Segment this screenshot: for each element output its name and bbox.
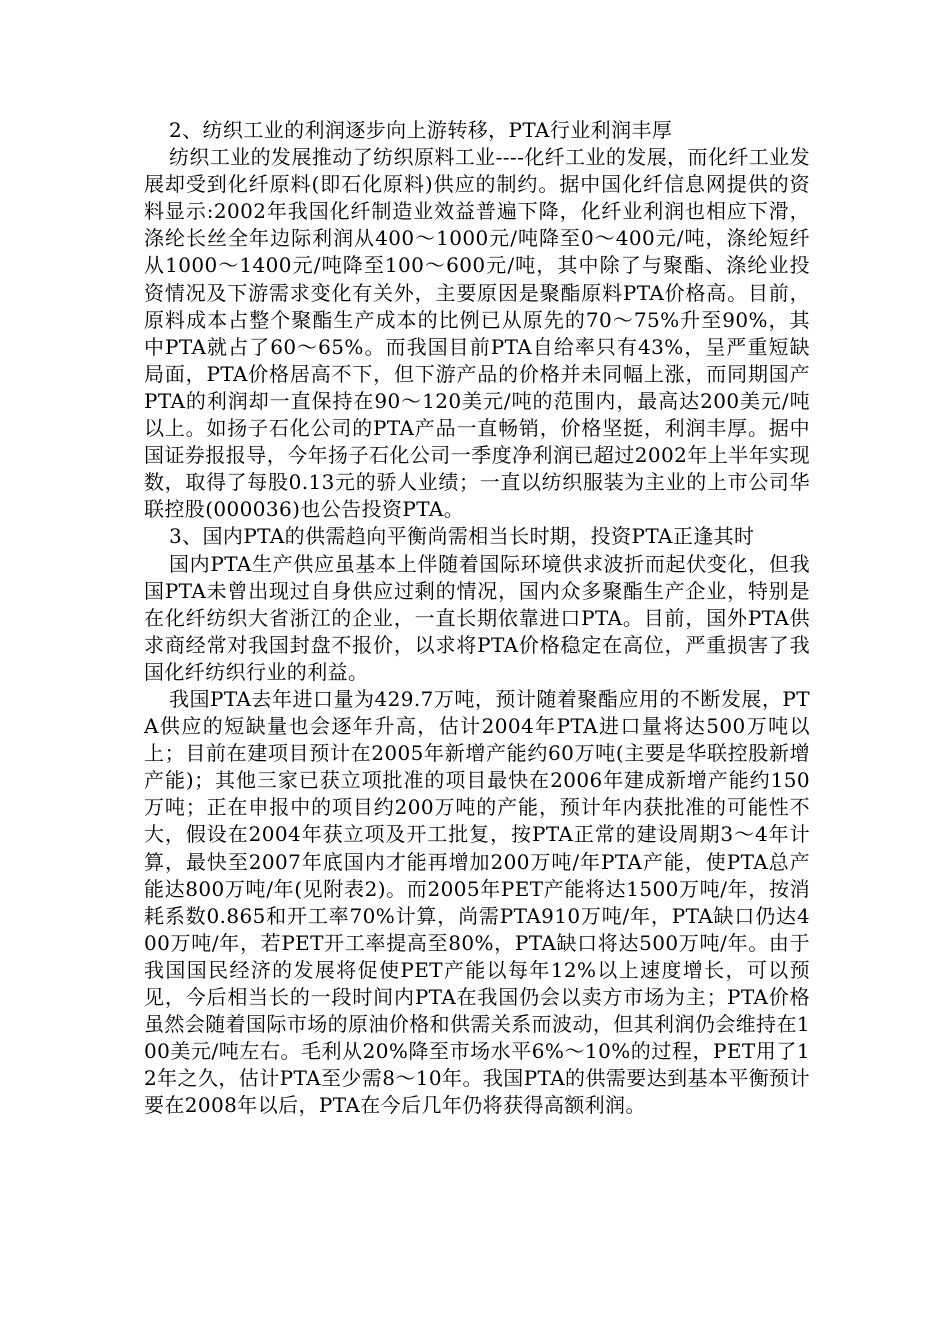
- section-heading-3: 3、国内PTA的供需趋向平衡尚需相当长时期，投资PTA正逢其时: [169, 524, 755, 549]
- section-heading-2: 2、纺织工业的利润逐步向上游转移，PTA行业利润丰厚: [169, 118, 673, 142]
- paragraph: 纺织工业的发展推动了纺织原料工业----化纤工业的发展，而化纤工业发展却受到化纤原料(即石化原料)供应的制约。据中国化纤信息网提供的资料显示:2002年我国化纤制造业效益普遍下降，化纤业利润也相应下滑，涤纶长丝全年边际利润从400～1000元/吨降至0～400元/吨，涤纶短纤从1000～1400元/吨降至100～600元/吨，其中除了与聚酯、涤纶业投资情况及下游需求变化有关外，主要原因是聚酯原料PTA价格高。目前，原料成本占整个聚酯生产成本的比例已从原先的70～75%升至90%，其中PTA就占了60～65%。而我国目前PTA自给率只有43%，呈严重短缺局面，PTA价格居高不下，但下游产品的价格并未同幅上涨，而同期国产PTA的利润却一直保持在90～120美元/吨的范围内，最高达200美元/吨以上。如扬子石化公司的PTA产品一直畅销，价格坚挺，利润丰厚。据中国证券报报导，今年扬子石化公司一季度净利润已超过2002年上半年实现数，取得了每股0.13元的骄人业绩；一直以纺织服装为主业的上市公司华联控股(000036)也公告投资PTA。: [144, 145, 810, 522]
- paragraph: 国内PTA生产供应虽基本上伴随着国际环境供求波折而起伏变化，但我国PTA未曾出现过自身供应过剩的情况，国内众多聚酯生产企业，特别是在化纤纺织大省浙江的企业，一直长期依靠进口PTA。目前，国外PTA供求商经常对我国封盘不报价，以求将PTA价格稳定在高位，严重损害了我国化纤纺织行业的利益。: [144, 551, 810, 684]
- document-body: [144, 117, 810, 1119]
- paragraph: 我国PTA去年进口量为429.7万吨，预计随着聚酯应用的不断发展，PTA供应的短缺量也会逐年升高，估计2004年PTA进口量将达500万吨以上；目前在建项目预计在2005年新增产能约60万吨(主要是华联控股新增产能)；其他三家已获立项批准的项目最快在2006年建成新增产能约150万吨；正在申报中的项目约200万吨的产能，预计年内获批准的可能性不大，假设在2004年获立项及开工批复，按PTA正常的建设周期3～4年计算，最快至2007年底国内才能再增加200万吨/年PTA产能，使PTA总产能达800万吨/年(见附表2)。而2005年PET产能将达1500万吨/年，按消耗系数0.865和开工率70%计算，尚需PTA910万吨/年，PTA缺口仍达400万吨/年，若PET开工率提高至80%，PTA缺口将达500万吨/年。由于我国国民经济的发展将促使PET产能以每年12%以上速度增长，可以预见，今后相当长的一段时间内PTA在我国仍会以卖方市场为主；PTA价格虽然会随着国际市场的原油价格和供需关系而波动，但其利润仍会维持在100美元/吨左右。毛利从20%降至市场水平6%～10%的过程，PET用了12年之久，估计PTA至少需8～10年。我国PTA的供需要达到基本平衡预计要在2008年以后，PTA在今后几年仍将获得高额利润。: [144, 686, 810, 1118]
